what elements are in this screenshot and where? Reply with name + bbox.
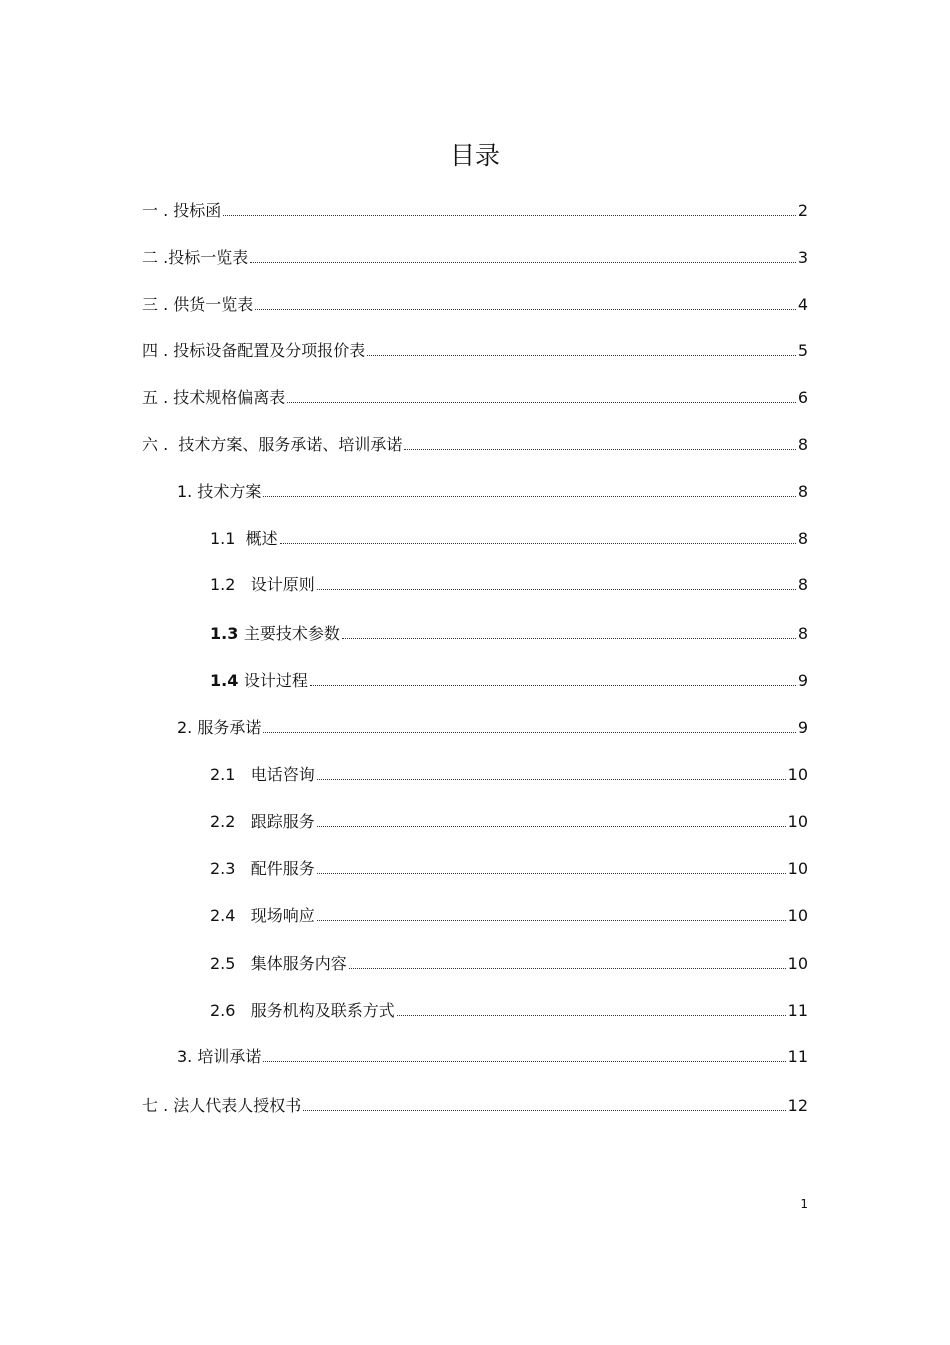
toc-entry-label (210, 623, 340, 645)
toc-entry-number: 2. (177, 718, 198, 737)
toc-entry[interactable] (177, 479, 808, 503)
toc-entry-label (142, 434, 402, 456)
toc-entry[interactable] (210, 809, 808, 833)
toc-entry-page: 10 (787, 765, 808, 784)
toc-entry[interactable] (210, 572, 808, 596)
toc-leader-dots (263, 1061, 785, 1062)
toc-entry-number: 2.1 (210, 765, 251, 784)
toc-entry-label (142, 340, 365, 362)
toc-entry-page: 9 (797, 671, 808, 690)
toc-entry[interactable] (210, 668, 808, 692)
toc-entry-label (177, 1046, 261, 1068)
toc-entry-page: 10 (787, 859, 808, 878)
toc-entry-label (210, 858, 315, 880)
toc-entry[interactable] (210, 951, 808, 975)
toc-entry-label (177, 717, 261, 739)
toc-leader-dots (287, 402, 796, 403)
toc-entry[interactable] (142, 292, 808, 316)
toc-entry-text: 配件服务 (250, 859, 315, 878)
toc-entry-text: 供货一览表 (173, 295, 254, 314)
toc-entry-number: 1. (177, 482, 198, 501)
toc-entry-number: 2.6 (210, 1001, 251, 1020)
toc-entry[interactable] (210, 903, 808, 927)
toc-entry-label (142, 294, 253, 316)
toc-entry-page: 9 (797, 718, 808, 737)
toc-entry-text: 现场响应 (250, 906, 315, 925)
toc-entry-label (142, 1095, 301, 1117)
toc-entry-label (210, 1000, 395, 1022)
toc-entry-page: 4 (797, 295, 808, 314)
toc-leader-dots (367, 355, 796, 356)
toc-entry-number: 2.3 (210, 859, 251, 878)
toc-entry-number: 五 . (142, 388, 174, 407)
toc-entry-number: 二 . (142, 248, 169, 267)
toc-entry-label (210, 764, 315, 786)
toc-entry-number: 三 . (142, 295, 174, 314)
toc-entry-page: 8 (797, 529, 808, 548)
toc-entry[interactable] (210, 856, 808, 880)
toc-leader-dots (303, 1110, 785, 1111)
toc-leader-dots (404, 449, 795, 450)
toc-leader-dots (317, 589, 796, 590)
toc-leader-dots (349, 968, 786, 969)
toc-entry-page: 8 (797, 435, 808, 454)
toc-entry-number: 1.3 (210, 624, 244, 643)
toc-entry-label (142, 200, 221, 222)
toc-leader-dots (317, 920, 786, 921)
toc-entry-text: 电话咨询 (250, 765, 315, 784)
toc-entry-page: 8 (797, 482, 808, 501)
toc-entry-page: 10 (787, 906, 808, 925)
toc-entry-label (142, 387, 285, 409)
toc-entry[interactable] (142, 385, 808, 409)
toc-entry-page: 8 (797, 624, 808, 643)
toc-entry-text: 投标设备配置及分项报价表 (173, 341, 366, 360)
toc-entry-text: 培训承诺 (197, 1047, 262, 1066)
toc-entry-text: 技术方案 (197, 482, 262, 501)
toc-entry-page: 3 (797, 248, 808, 267)
toc-entry-text: 投标函 (173, 201, 222, 220)
toc-entry-number: 2.5 (210, 954, 251, 973)
toc-entry-number: 七 . (142, 1096, 174, 1115)
toc-leader-dots (317, 826, 786, 827)
toc-entry[interactable] (142, 198, 808, 222)
toc-entry-text: 主要技术参数 (243, 624, 340, 643)
toc-entry-text: 技术方案、服务承诺、培训承诺 (178, 435, 403, 454)
toc-title: 目录 (449, 141, 500, 170)
toc-leader-dots (310, 685, 796, 686)
toc-entry[interactable] (142, 338, 808, 362)
toc-entry-number: 2.4 (210, 906, 251, 925)
toc-entry[interactable] (177, 1044, 808, 1068)
toc-entry[interactable] (142, 1093, 808, 1117)
toc-leader-dots (317, 779, 786, 780)
toc-entry[interactable] (177, 715, 808, 739)
toc-entry-number: 四 . (142, 341, 174, 360)
toc-entry-label (210, 953, 347, 975)
toc-entry-label (210, 574, 315, 596)
toc-entry-label (177, 481, 261, 503)
toc-entry-text: 概述 (245, 529, 278, 548)
toc-entry-page: 11 (787, 1001, 808, 1020)
toc-entry-number: 1.4 (210, 671, 244, 690)
toc-leader-dots (342, 638, 796, 639)
toc-entry-label (210, 670, 308, 692)
toc-leader-dots (280, 543, 796, 544)
toc-entry-page: 2 (797, 201, 808, 220)
toc-leader-dots (397, 1015, 786, 1016)
toc-entry-page: 8 (797, 575, 808, 594)
toc-entry-text: 投标一览表 (168, 248, 249, 267)
toc-entry[interactable] (210, 621, 808, 645)
toc-entry-number: 六 . (142, 435, 179, 454)
toc-leader-dots (263, 496, 795, 497)
toc-leader-dots (263, 732, 795, 733)
toc-entry[interactable] (142, 245, 808, 269)
toc-entry-text: 技术规格偏离表 (173, 388, 286, 407)
toc-entry-label (210, 905, 315, 927)
toc-entry-number: 一 . (142, 201, 174, 220)
toc-entry-page: 12 (787, 1096, 808, 1115)
toc-entry-page: 10 (787, 812, 808, 831)
toc-entry-label (210, 811, 315, 833)
toc-entry-page: 5 (797, 341, 808, 360)
toc-entry-text: 集体服务内容 (250, 954, 347, 973)
toc-entry-text: 设计过程 (243, 671, 308, 690)
toc-entry[interactable] (142, 432, 808, 456)
toc-entry-text: 服务机构及联系方式 (250, 1001, 395, 1020)
toc-entry-page: 6 (797, 388, 808, 407)
toc-leader-dots (223, 215, 796, 216)
toc-entry-number: 2.2 (210, 812, 251, 831)
toc-entry[interactable] (210, 998, 808, 1022)
toc-entry-text: 法人代表人授权书 (173, 1096, 302, 1115)
toc-leader-dots (317, 873, 786, 874)
toc-entry-label (210, 528, 278, 550)
toc-entry-number: 1.2 (210, 575, 251, 594)
toc-leader-dots (250, 262, 796, 263)
toc-entry[interactable] (210, 526, 808, 550)
toc-entry-text: 跟踪服务 (250, 812, 315, 831)
toc-entry-text: 设计原则 (250, 575, 315, 594)
toc-entry-page: 11 (787, 1047, 808, 1066)
toc-entry-text: 服务承诺 (197, 718, 262, 737)
toc-entry[interactable] (210, 762, 808, 786)
page-number: 1 (800, 1197, 808, 1211)
toc-entry-page: 10 (787, 954, 808, 973)
toc-entry-number: 1.1 (210, 529, 246, 548)
toc-leader-dots (255, 309, 796, 310)
toc-entry-label (142, 247, 248, 269)
toc-entry-number: 3. (177, 1047, 198, 1066)
